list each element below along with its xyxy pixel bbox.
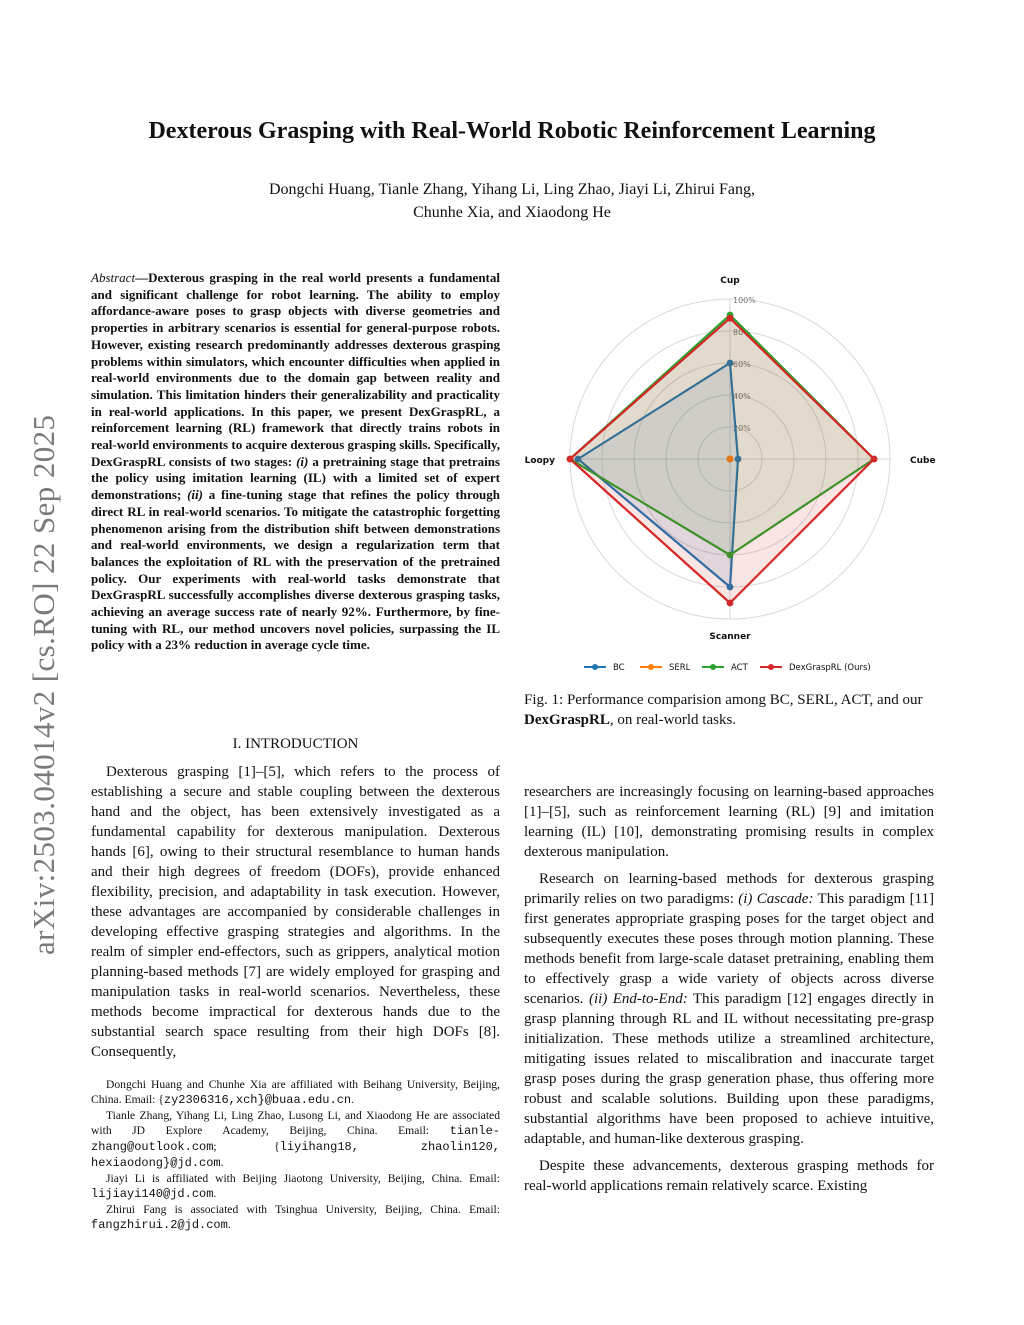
footnote-2-sep: ; { bbox=[213, 1140, 280, 1153]
abstract-stage-i: (i) bbox=[296, 453, 309, 469]
p2-text-a: Research on learning-based methods for dexterous grasping primarily relies on two paradigms: bbox=[524, 871, 934, 907]
radial-tick-label: 80% bbox=[733, 328, 751, 337]
footnote-4-end: . bbox=[227, 1218, 231, 1231]
footnote-3 bbox=[91, 1171, 500, 1202]
right-paragraph-2 bbox=[524, 869, 934, 1149]
footnote-3-text: Jiayi Li is affiliated with Beijing Jiaotong University, Beijing, China. Email: bbox=[106, 1172, 500, 1185]
abstract bbox=[91, 270, 500, 654]
footnote-2-text: Tianle Zhang, Yihang Li, Ling Zhao, Lusong Li, and Xiaodong He are associated with JD Explore Academy, Beijing, China. Email: bbox=[91, 1109, 500, 1137]
caption-text-1: Performance comparision among BC, SERL, ACT, and our bbox=[563, 692, 923, 708]
legend-marker-bc bbox=[592, 664, 598, 670]
axis-label-loopy: Loopy bbox=[524, 456, 555, 466]
footnote-3-email: lijiayi140@jd.com bbox=[91, 1187, 214, 1201]
caption-label: Fig. 1: bbox=[524, 692, 564, 708]
data-point-dexgrasprl bbox=[871, 456, 878, 463]
data-point-dexgrasprl bbox=[727, 600, 734, 607]
footnote-4-email: fangzhirui.2@jd.com bbox=[91, 1218, 228, 1232]
abstract-body-3: a fine-tuning stage that refines the policy through direct RL in real-world scenarios. To mitigate the catastrophic forgetting phenomenon arising from the distribution shift between demonstrations and real-world environments, we design a regularization term that balances the exploitation of RL with the preservation of the pretrained policy. Our experiments with real-world tasks demonstrate that DexGraspRL successfully accomplishes diverse dexterous grasping tasks, achieving an average success rate of nearly 92%. Furthermore, by fine-tuning with RL, our method uncovers novel policies, surpassing the IL policy with a 23% reduction in average cycle time. bbox=[91, 487, 501, 653]
figure-caption bbox=[524, 690, 934, 730]
abstract-stage-ii: (ii) bbox=[187, 487, 203, 503]
legend-marker-serl bbox=[648, 664, 654, 670]
right-paragraph-3: Despite these advancements, dexterous grasping methods for real-world applications remain relatively scarce. Existing bbox=[524, 1158, 934, 1194]
radial-tick-label: 100% bbox=[733, 296, 756, 305]
footnote-2-email-1: tianle-zhang@outlook.com bbox=[91, 1124, 500, 1154]
caption-text-2: , on real-world tasks. bbox=[609, 712, 737, 728]
radial-tick-label: 20% bbox=[733, 424, 751, 433]
axis-label-scanner: Scanner bbox=[709, 632, 751, 642]
footnote-4-text: Zhirui Fang is associated with Tsinghua University, Beijing, China. Email: bbox=[106, 1203, 500, 1216]
p2-text-c: This paradigm [12] engages directly in grasp planning through RL and IL without necessitating pre-grasp initialization. These methods utilize a streamlined architecture, mitigating issues related to miscalibration and inaccurate target grasp poses during the grasp generation phase, thus offering more robust and scalable solutions. Building upon these paradigms, substantial algorithms have been proposed to achieve intuitive, adaptable, and human-like dexterous grasping. bbox=[524, 991, 934, 1147]
paper-title: Dexterous Grasping with Real-World Robotic Reinforcement Learning bbox=[148, 118, 876, 144]
author-list bbox=[0, 178, 1024, 224]
footnote-1 bbox=[91, 1077, 500, 1108]
arxiv-identifier: arXiv:2503.04014v2 [cs.RO] 22 Sep 2025 bbox=[26, 414, 61, 955]
right-column-body bbox=[524, 782, 934, 1203]
series-polygon-dexgrasprl bbox=[570, 318, 874, 603]
legend-marker-act bbox=[710, 664, 716, 670]
author-footnotes bbox=[91, 1077, 500, 1233]
data-point-dexgrasprl bbox=[727, 315, 734, 322]
authors-line-2: Chunhe Xia, and Xiaodong He bbox=[413, 204, 611, 221]
introduction-body bbox=[91, 762, 500, 1062]
p2-end-to-end: (ii) End-to-End: bbox=[588, 991, 688, 1007]
axis-label-cube: Cube bbox=[910, 456, 936, 466]
footnote-2-end: . bbox=[220, 1156, 224, 1169]
footnote-1-end: . bbox=[351, 1093, 355, 1106]
legend-label-serl: SERL bbox=[669, 663, 691, 673]
footnote-1-text: Dongchi Huang and Chunhe Xia are affiliated with Beihang University, Beijing, China. Email: { bbox=[91, 1078, 500, 1106]
footnote-4 bbox=[91, 1202, 500, 1233]
radar-chart bbox=[522, 262, 942, 682]
axis-label-cup: Cup bbox=[720, 276, 740, 286]
caption-method-name: DexGraspRL bbox=[524, 712, 610, 728]
abstract-dash: — bbox=[135, 270, 149, 285]
legend-marker-dexgrasprl bbox=[768, 664, 774, 670]
authors-line-1: Dongchi Huang, Tianle Zhang, Yihang Li, Ling Zhao, Jiayi Li, Zhirui Fang, bbox=[268, 181, 755, 198]
section-heading-introduction: I. INTRODUCTION bbox=[232, 736, 359, 752]
abstract-body-2: a pretraining stage that pretrains the policy using imitation learning (IL) with a limited set of expert demonstrations; bbox=[91, 453, 500, 503]
legend-label-act: ACT bbox=[731, 663, 748, 673]
right-paragraph-1: researchers are increasingly focusing on learning-based approaches [1]–[5], such as reinforcement learning (RL) [9] and imitation learning (IL) [10], demonstrating promising results in complex dexterous manipulation. bbox=[524, 784, 934, 860]
footnote-3-end: . bbox=[213, 1187, 217, 1200]
abstract-lead: Abstract bbox=[91, 270, 136, 285]
legend-label-bc: BC bbox=[613, 663, 625, 673]
footnote-2 bbox=[91, 1108, 500, 1171]
data-point-dexgrasprl bbox=[567, 456, 574, 463]
footnote-2-email-2: liyihang18, zhaolin120, hexiaodong}@jd.com bbox=[91, 1140, 500, 1170]
abstract-body-1: Dexterous grasping in the real world presents a fundamental and significant challenge for robot learning. The ability to employ affordance-aware poses to grasp objects with diverse geometries and properties in arbitrary scenarios is essential for general-purpose robots. However, existing research predominantly addresses dexterous grasping problems within simulators, which encounter difficulties when applied in real-world environments due to the domain gap between reality and simulation. This limitation hinders their generalizability and practicality in real-world applications. In this paper, we present DexGraspRL, a reinforcement learning (RL) framework that directly trains robots in real-world environments to acquire dexterous grasping skills. Specifically, DexGraspRL consists of two stages: bbox=[91, 270, 500, 469]
p2-cascade: (i) Cascade: bbox=[738, 891, 814, 907]
footnote-1-email: zy2306316,xch}@buaa.edu.cn bbox=[163, 1093, 352, 1107]
legend-label-dexgrasprl: DexGraspRL (Ours) bbox=[789, 663, 871, 673]
radial-tick-label: 60% bbox=[733, 360, 751, 369]
radial-tick-label: 40% bbox=[733, 392, 751, 401]
intro-paragraph: Dexterous grasping [1]–[5], which refers to the process of establishing a secure and stable coupling between the dexterous hand and the object, has been extensively investigated as a fundamental capability for dexterous manipulation. Dexterous hands [6], owing to their structural resemblance to human hands and their high degrees of freedom (DOFs), provide enhanced flexibility, precision, and adaptability in task execution. However, these advantages are accompanied by considerable challenges in developing effective grasping strategies and algorithms. In the realm of simpler end-effectors, such as grippers, analytical motion planning-based methods [7] are widely employed for grasping and manipulation tasks in real-world scenarios. Nevertheless, these methods become impractical for dexterous hands due to the substantial search space resulting from their high DOFs [8]. Consequently, bbox=[91, 764, 500, 1060]
p2-text-b: This paradigm [11] first generates appropriate grasping poses for the target object and subsequently executes these poses through motion planning. These methods benefit from large-scale dataset pretraining, enabling them to effectively grasp a wide variety of objects across diverse scenarios. bbox=[524, 891, 934, 1007]
